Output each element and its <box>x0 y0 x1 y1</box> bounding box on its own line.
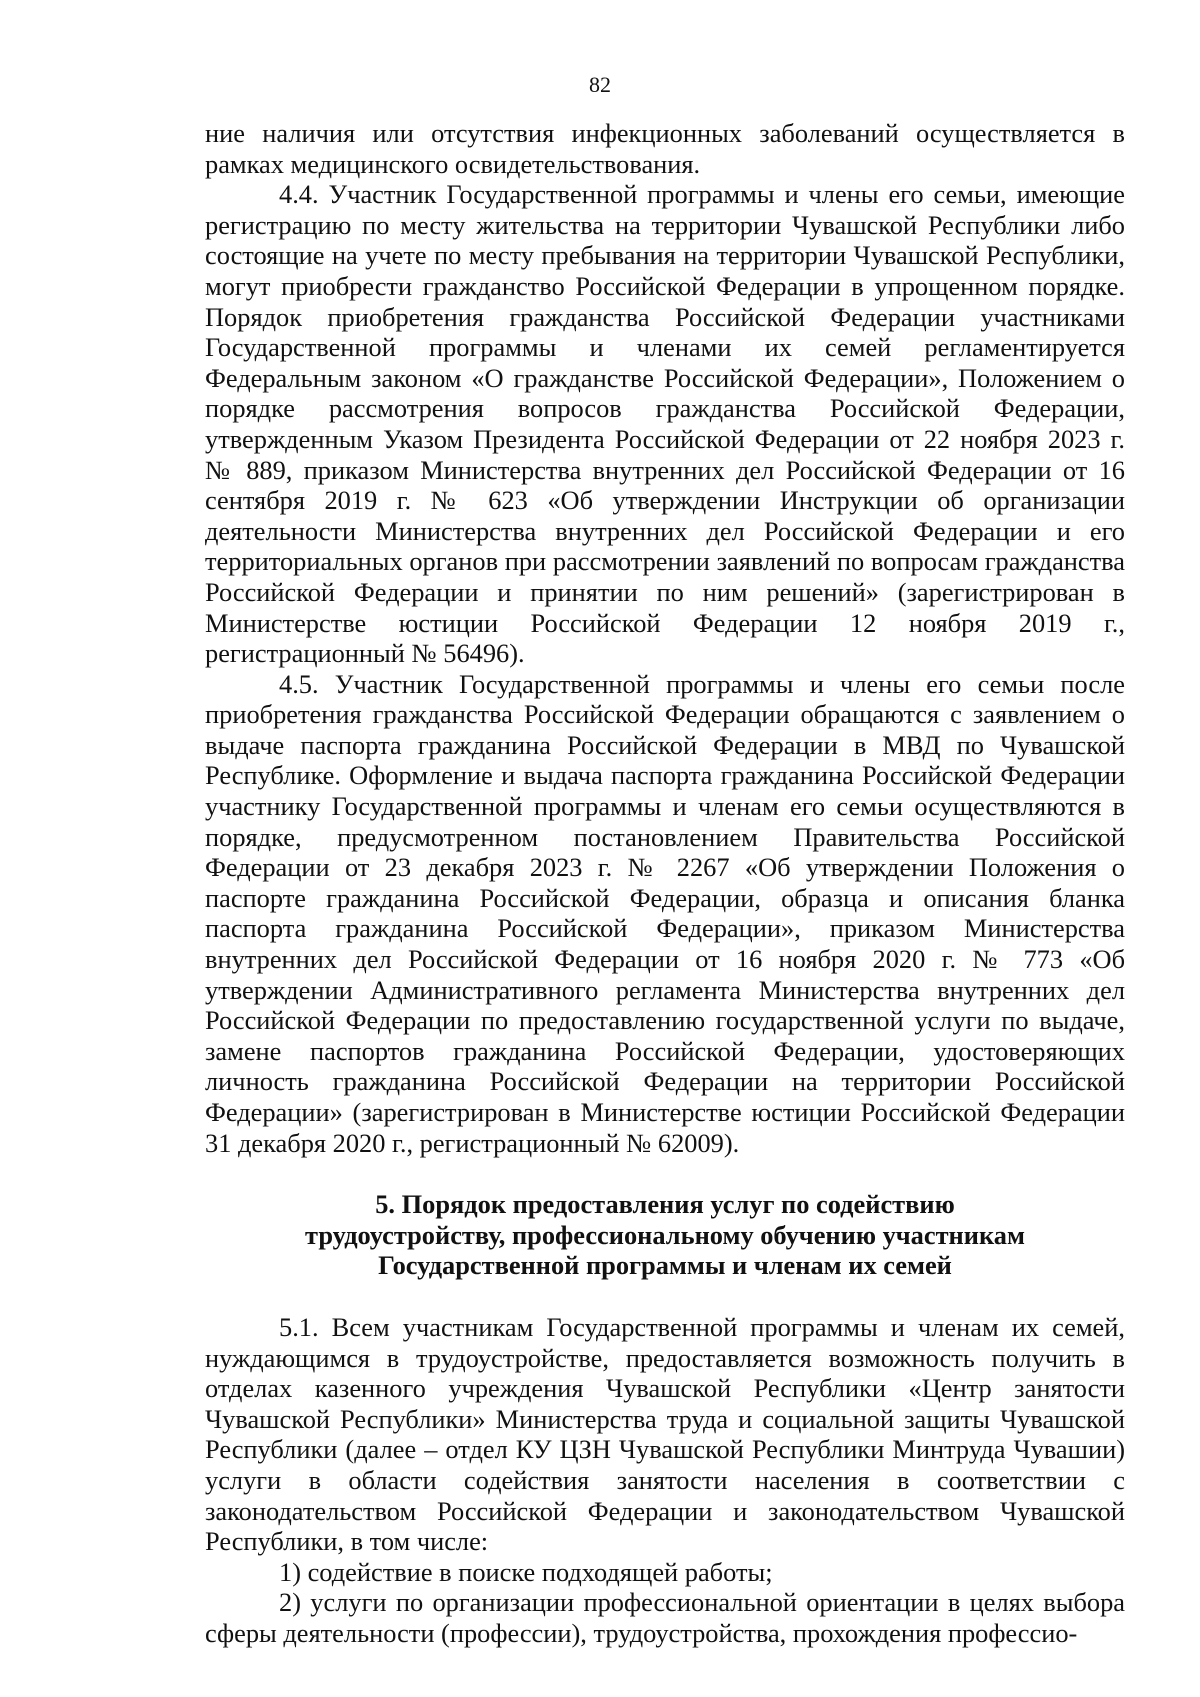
list-item-2: 2) услуги по организации профессиональной ориентации в целях выбора сферы деятельности (профессии), трудоустройства, прохождения профессио- <box>205 1587 1125 1648</box>
paragraph-4-4: 4.4. Участник Государственной программы и члены его семьи, имеющие регистрацию по месту жительства на территории Чувашской Республики либо состоящие на учете по месту пребывания на территории Чувашской Республики, могут приобрести гражданство Российской Федерации в упрощенном порядке. Порядок приобретения гражданства Российской Федерации участниками Государственной программы и членами их семей регламентируется Федеральным законом «О гражданстве Российской Федерации», Положением о порядке рассмотрения вопросов гражданства Российской Федерации, утвержденным Указом Президента Российской Федерации от 22 ноября 2023 г. № 889, приказом Министерства внутренних дел Российской Федерации от 16 сентября 2019 г. № 623 «Об утверждении Инструкции об организации деятельности Министерства внутренних дел Российской Федерации и его территориальных органов при рассмотрении заявлений по вопросам гражданства Российской Федерации и принятии по ним решений» (зарегистрирован в Министерстве юстиции Российской Федерации 12 ноября 2019 г., регистрационный № 56496). <box>205 179 1125 669</box>
section-heading-line: 5. Порядок предоставления услуг по содействию <box>375 1189 955 1220</box>
section-heading-line: трудоустройству, профессиональному обучению участникам <box>305 1219 1025 1250</box>
paragraph-5-1: 5.1. Всем участникам Государственной программы и членам их семей, нуждающимся в трудоустройстве, предоставляется возможность получить в отделах казенного учреждения Чувашской Республики «Центр занятости Чувашской Республики» Министерства труда и социальной защиты Чувашской Республики (далее – отдел КУ ЦЗН Чувашской Республики Минтруда Чувашии) услуги в области содействия занятости населения в соответствии с законодательством Российской Федерации и законодательством Чувашской Республики, в том числе: <box>205 1311 1125 1557</box>
section-heading-line: Государственной программы и членам их семей <box>378 1250 952 1281</box>
document-body <box>205 118 1125 1649</box>
paragraph-continuation: ние наличия или отсутствия инфекционных заболеваний осуществляется в рамках медицинского освидетельствования. <box>205 118 1125 179</box>
paragraphs-bottom <box>205 1312 1125 1649</box>
paragraphs-top <box>205 118 1125 1158</box>
list-item-1: 1) содействие в поиске подходящей работы; <box>279 1556 773 1587</box>
page-number: 82 <box>589 72 611 97</box>
section-heading <box>205 1189 1125 1281</box>
paragraph-4-5: 4.5. Участник Государственной программы и члены его семьи после приобретения гражданства Российской Федерации обращаются с заявлением о выдаче паспорта гражданина Российской Федерации в МВД по Чувашской Республике. Оформление и выдача паспорта гражданина Российской Федерации участнику Государственной программы и членам его семьи осуществляются в порядке, предусмотренном постановлением Правительства Российской Федерации от 23 декабря 2023 г. № 2267 «Об утверждении Положения о паспорте гражданина Российской Федерации, образца и описания бланка паспорта гражданина Российской Федерации», приказом Министерства внутренних дел Российской Федерации от 16 ноября 2020 г. № 773 «Об утверждении Административного регламента Министерства внутренних дел Российской Федерации по предоставлению государственной услуги по выдаче, замене паспортов гражданина Российской Федерации, удостоверяющих личность гражданина Российской Федерации на территории Российской Федерации» (зарегистрирован в Министерстве юстиции Российской Федерации 31 декабря 2020 г., регистрационный № 62009). <box>205 668 1125 1158</box>
